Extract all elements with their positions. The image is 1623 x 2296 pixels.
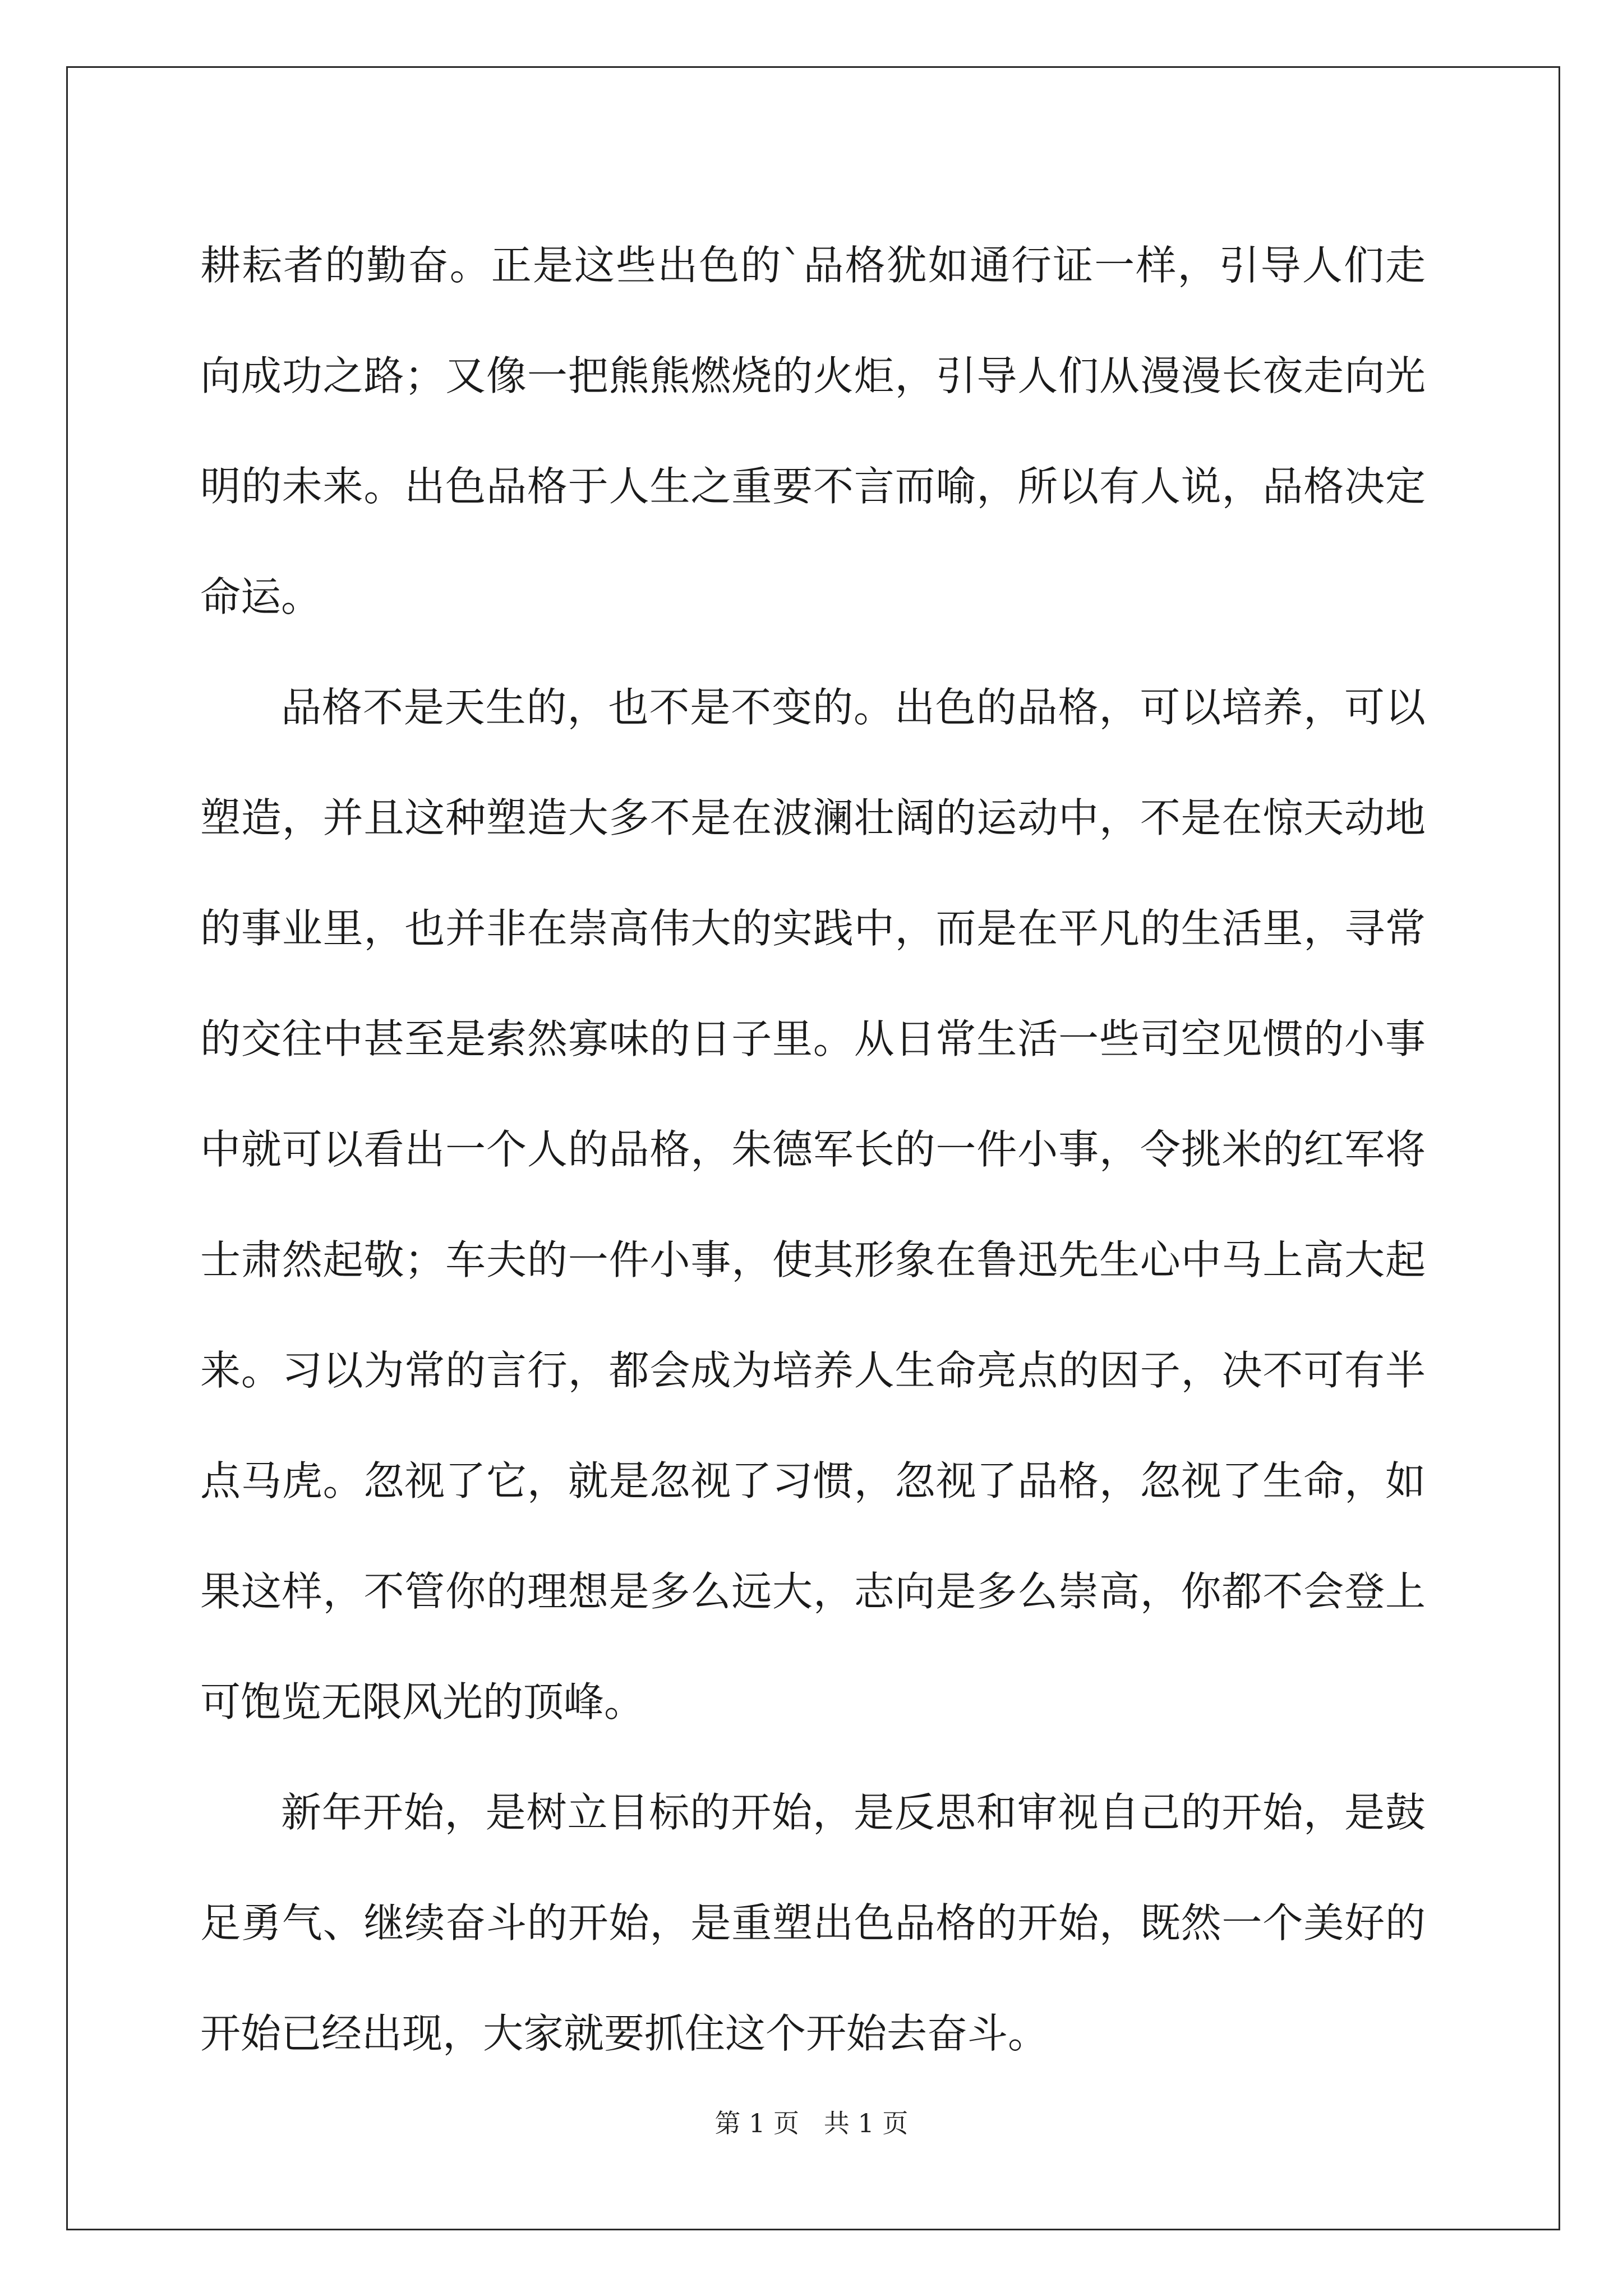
paragraph-3: 新年开始，是树立目标的开始，是反思和审视自己的开始，是鼓足勇气、继续奋斗的开始，是重塑出色品格的开始，既然一个美好的开始已经出现，大家就要抓住这个开始去奋斗。 [200,1789,1426,2057]
paragraph-2: 品格不是天生的，也不是不变的。出色的品格，可以培养，可以塑造，并且这种塑造大多不是在波澜壮阔的运动中，不是在惊天动地的事业里，也并非在崇高伟大的实践中，而是在平凡的生活里，寻常的交往中甚至是索然寡味的日子里。从日常生活一些司空见惯的小事中就可以看出一个人的品格，朱德军长的一件小事，令挑米的红军将士肃然起敬；车夫的一件小事，使其形象在鲁迅先生心中马上高大起来。习以为常的言行，都会成为培养人生命亮点的因子，决不可有半点马虎。忽视了它，就是忽视了习惯，忽视了品格，忽视了生命，如果这样，不管你的理想是多么远大，志向是多么崇高，你都不会登上可饱览无限风光的顶峰。 [200,684,1426,1726]
page-number-footer: 第 1 页 共 1 页 [714,2108,909,2138]
document-body [200,210,1426,2089]
paragraph-1: 耕耘者的勤奋。正是这些出色的`品格犹如通行证一样，引导人们走向成功之路；又像一把熊熊燃烧的火炬，引导人们从漫漫长夜走向光明的未来。出色品格于人生之重要不言而喻，所以有人说，品格决定命运。 [200,242,1426,620]
